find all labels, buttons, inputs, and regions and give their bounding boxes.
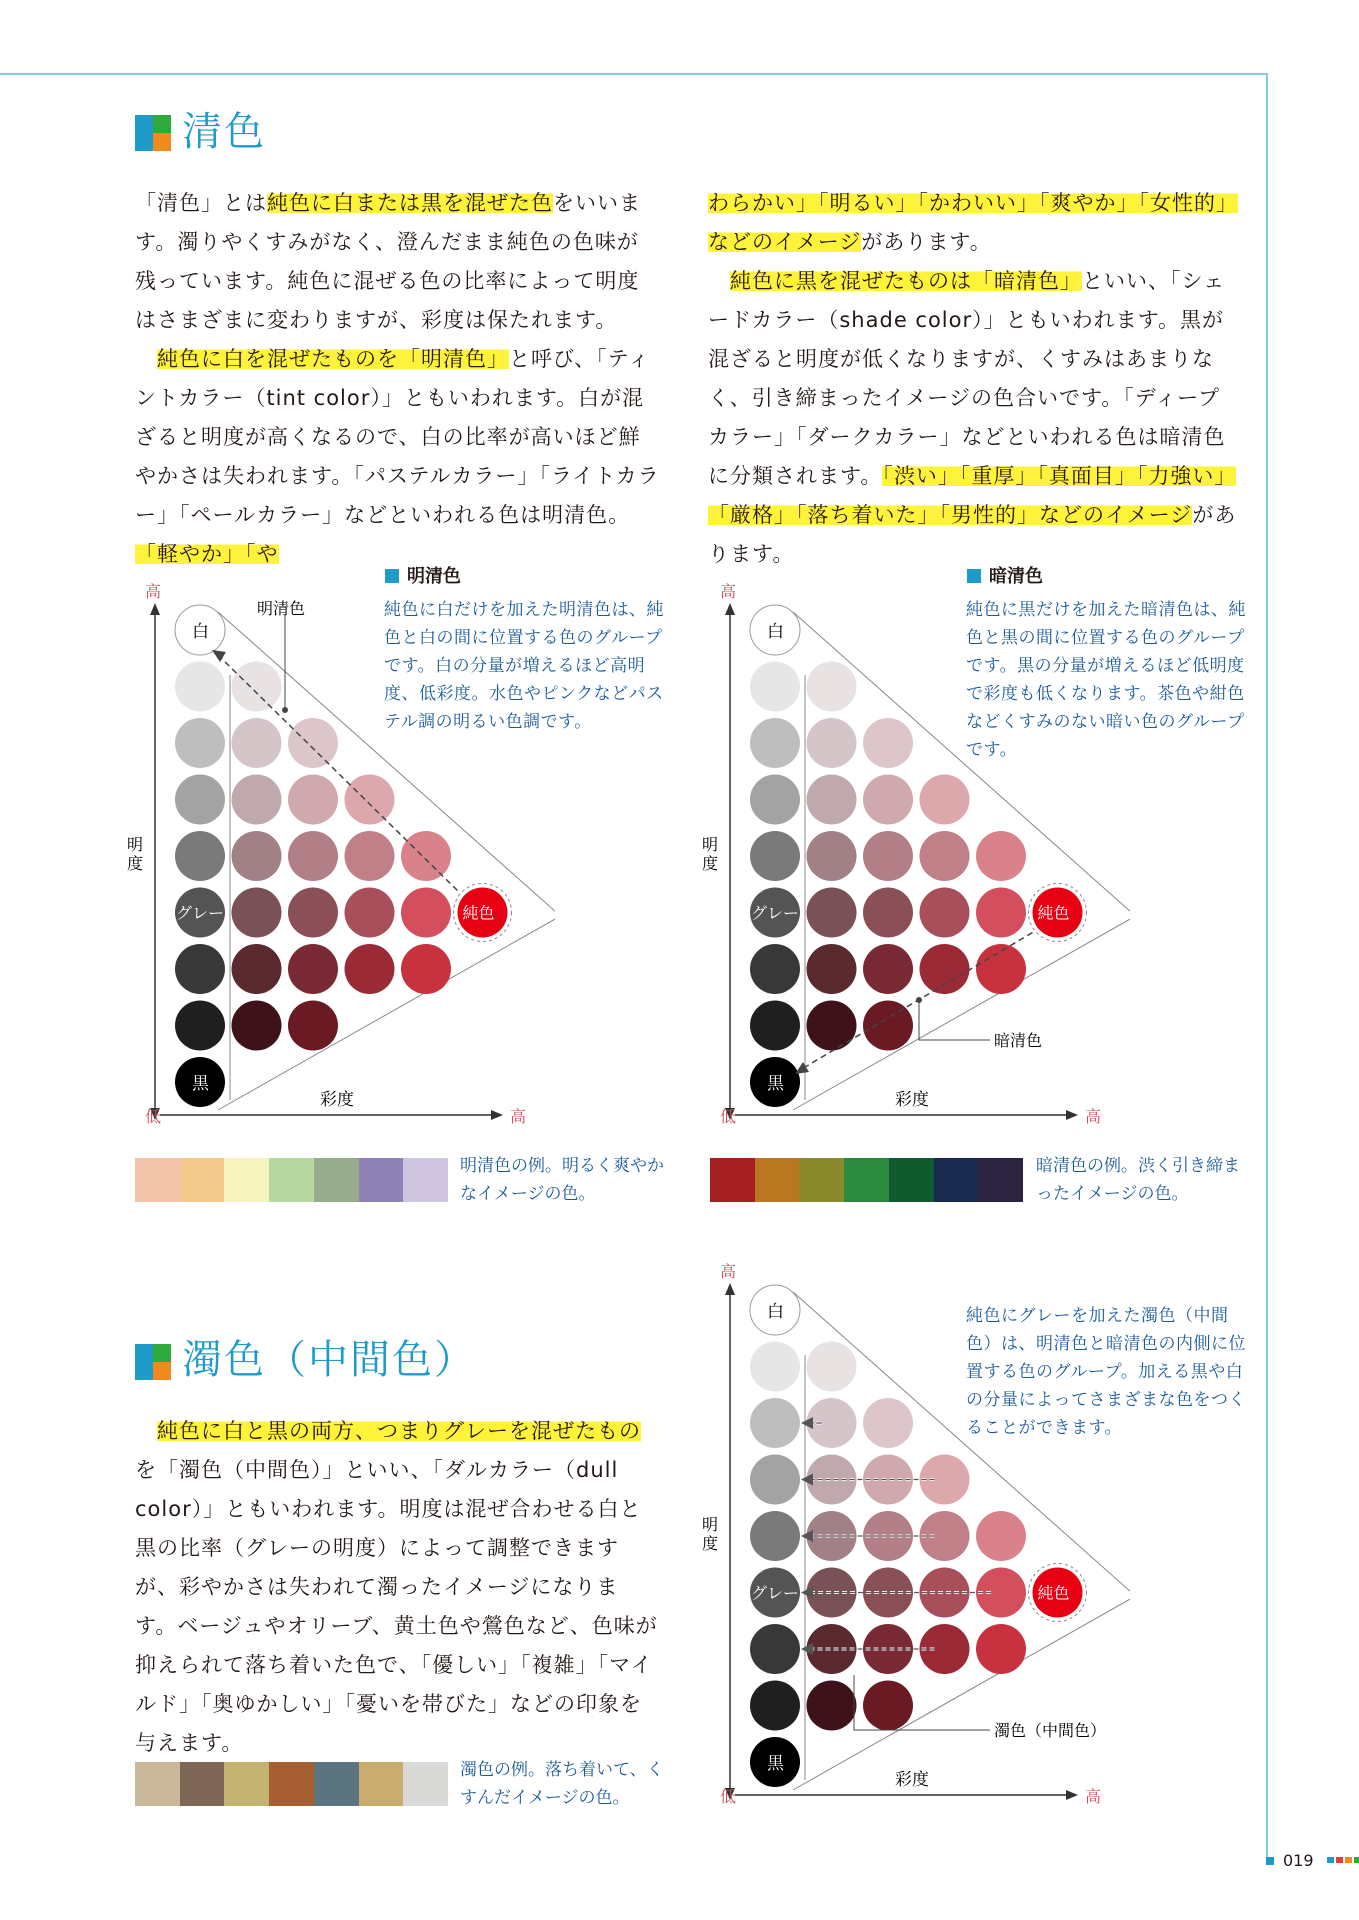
y-axis-arrow: [725, 1283, 735, 1295]
dakushoku-caption: 純色にグレーを加えた濁色（中間色）は、明清色と暗清色の内側に位置する色のグループ。加える黒や白の分量によってさまざまな色をつくることができます。: [966, 1306, 1246, 1438]
color-circle: [976, 1511, 1026, 1561]
color-circle: [863, 775, 913, 825]
color-circle: [807, 662, 857, 712]
color-circle: [976, 1624, 1026, 1674]
axis-high-label: 高: [510, 1107, 527, 1126]
dakushoku-swatch-row: [135, 1762, 448, 1806]
color-circle: [807, 775, 857, 825]
anseishoku-swatch-caption: 暗清色の例。渋く引き締まったイメージの色。: [1036, 1156, 1240, 1204]
white-label: 白: [767, 622, 784, 642]
color-swatch: [359, 1762, 404, 1806]
heading-icon: [135, 115, 171, 151]
color-swatch: [180, 1158, 225, 1202]
color-circle: [807, 1681, 857, 1731]
color-circle: [863, 944, 913, 994]
gray-label: グレー: [176, 903, 225, 923]
body-text-dakushoku: [135, 1412, 660, 1763]
white-label: 白: [192, 622, 209, 642]
color-circle: [920, 1624, 970, 1674]
grayscale-circle: [750, 1342, 800, 1392]
white-label: 白: [767, 1302, 784, 1322]
color-swatch: [269, 1158, 314, 1202]
x-axis-arrow: [491, 1110, 503, 1120]
color-swatch: [180, 1762, 225, 1806]
color-circle: [345, 775, 395, 825]
color-circle: [920, 888, 970, 938]
page-frame-top: [0, 73, 1268, 75]
grayscale-circle: [175, 1001, 225, 1051]
axis-high-label: 高: [145, 582, 162, 601]
text-run: [708, 269, 730, 293]
color-circle: [920, 1455, 970, 1505]
anseishoku-swatch-row: [710, 1158, 1023, 1202]
color-circle: [920, 1511, 970, 1561]
color-circle: [345, 831, 395, 881]
paragraph: [708, 262, 1238, 574]
color-circle: [976, 831, 1026, 881]
color-circle: [401, 831, 451, 881]
meiseishoku-box-title: 明清色: [385, 562, 461, 588]
color-circle: [807, 888, 857, 938]
text-run: をいいます。濁りやくすみがなく、澄んだまま純色の色味が残っています。純色に混ぜる色の比率によって明度はさまざまに変わりますが、彩度は保たれます。: [135, 191, 641, 332]
gray-label: グレー: [751, 903, 800, 923]
highlighted-text: わらかい」「明るい」「かわいい」「爽やか」「女性的」などのイメージ: [708, 191, 1238, 254]
black-label: 黒: [767, 1754, 784, 1774]
brightness-label: 度: [702, 1534, 719, 1553]
brightness-label: 明: [127, 835, 144, 854]
color-swatch: [889, 1158, 934, 1202]
color-circle: [807, 1342, 857, 1392]
color-circle: [807, 1398, 857, 1448]
color-circle: [863, 1398, 913, 1448]
color-circle: [401, 944, 451, 994]
meiseishoku-swatch-row: [135, 1158, 448, 1202]
color-circle: [288, 888, 338, 938]
highlighted-text: 「渋い」「重厚」「真面目」「力強い」「厳格」「落ち着いた」「男性的」などのイメージ: [708, 464, 1237, 527]
color-swatch: [844, 1158, 889, 1202]
paragraph: [135, 1412, 660, 1763]
color-swatch: [799, 1158, 844, 1202]
meiseishoku-swatch-caption: 明清色の例。明るく爽やかなイメージの色。: [460, 1156, 664, 1204]
highlighted-text: 「軽やか」「や: [135, 542, 279, 566]
text-run: を「濁色（中間色）」といい、「ダルカラー（dull color）」ともいわれます。明度は混ぜ合わせる白と黒の比率（グレーの明度）によって調整できますが、彩やかさは失われて濁ったイメージになります。ベージュやオリーブ、黄土色や鶯色など、色味が抑えられて落ち着いた色で、「優しい」「複雑」「マイルド」「奥ゆかしい」「憂いを帯びた」などの印象を与えます。: [135, 1458, 658, 1755]
text-run: 「清色」とは: [135, 191, 267, 215]
color-circle: [232, 775, 282, 825]
grayscale-circle: [750, 1511, 800, 1561]
meiseishoku-caption: 純色に白だけを加えた明清色は、純色と白の間に位置する色のグループです。白の分量が増えるほど高明度、低彩度。水色やピンクなどパステル調の明るい色調です。: [384, 600, 664, 732]
x-axis-arrow: [1066, 1110, 1078, 1120]
color-circle: [288, 831, 338, 881]
axis-high-label: 高: [720, 1262, 737, 1281]
text-run: といい、「シェードカラー（shade color）」ともいわれます。黒が混ざると明度が低くなりますが、くすみはあまりなく、引き締まったイメージの色合いです。「ディープカラー」「ダークカラー」などといわれる色は暗清色に分類されます。: [708, 269, 1226, 488]
page-frame-right: [1266, 73, 1268, 1863]
color-circle: [863, 1681, 913, 1731]
y-axis-arrow: [150, 603, 160, 615]
section-title-seishoku: 清色: [182, 109, 266, 155]
color-circle: [976, 944, 1026, 994]
grayscale-circle: [750, 1624, 800, 1674]
axis-high-label: 高: [1085, 1787, 1102, 1806]
grayscale-circle: [175, 662, 225, 712]
anseishoku-pointer-label: 暗清色: [994, 1031, 1043, 1050]
page-number-marker: [1266, 1857, 1274, 1865]
color-circle: [232, 888, 282, 938]
grayscale-circle: [750, 831, 800, 881]
arrow-head: [795, 1062, 809, 1074]
color-swatch: [755, 1158, 800, 1202]
paragraph: [135, 184, 660, 340]
color-circle: [920, 775, 970, 825]
color-swatch: [403, 1158, 448, 1202]
pure-color-label: 純色: [1037, 903, 1070, 923]
grayscale-circle: [750, 718, 800, 768]
color-circle: [232, 718, 282, 768]
grayscale-circle: [750, 1001, 800, 1051]
color-circle: [807, 831, 857, 881]
color-circle: [807, 1001, 857, 1051]
color-circle: [288, 718, 338, 768]
color-circle: [807, 718, 857, 768]
axis-high-label: 高: [1085, 1107, 1102, 1126]
color-circle: [345, 944, 395, 994]
color-circle: [232, 831, 282, 881]
color-circle: [920, 831, 970, 881]
color-circle: [345, 888, 395, 938]
saturation-label: 彩度: [895, 1090, 929, 1110]
paragraph: [708, 184, 1238, 262]
color-swatch: [403, 1762, 448, 1806]
grayscale-circle: [750, 1455, 800, 1505]
text-run: [135, 1419, 157, 1443]
color-swatch: [359, 1158, 404, 1202]
grayscale-circle: [175, 718, 225, 768]
grayscale-circle: [750, 1681, 800, 1731]
text-run: があります。: [861, 230, 992, 254]
color-circle: [920, 944, 970, 994]
color-circle: [863, 888, 913, 938]
paragraph: [135, 340, 660, 574]
highlighted-text: 純色に白を混ぜたものを「明清色」: [157, 347, 509, 371]
gray-label: グレー: [751, 1583, 800, 1603]
pure-color-label: 純色: [462, 903, 495, 923]
text-run: [135, 347, 157, 371]
grayscale-circle: [750, 944, 800, 994]
brightness-label: 明: [702, 835, 719, 854]
anseishoku-box-title: 暗清色: [967, 562, 1043, 588]
body-text-seishoku-left: [135, 184, 660, 574]
pointer-line: [919, 1000, 990, 1040]
brightness-label: 度: [127, 854, 144, 873]
color-swatch: [135, 1762, 180, 1806]
color-circle: [232, 944, 282, 994]
grayscale-circle: [750, 1398, 800, 1448]
highlighted-text: 純色に黒を混ぜたものは「暗清色」: [730, 269, 1082, 293]
color-circle: [288, 775, 338, 825]
anseishoku-caption: 純色に黒だけを加えた暗清色は、純色と黒の間に位置する色のグループです。黒の分量が増えるほど低明度で彩度も低くなります。茶色や紺色などくすみのない暗い色のグループです。: [966, 600, 1246, 760]
color-swatch: [135, 1158, 180, 1202]
highlighted-text: 純色に白または黒を混ぜた色: [267, 191, 553, 215]
brightness-label: 明: [702, 1515, 719, 1534]
text-run: と呼び、「ティントカラー（tint color）」ともいわれます。白が混ざると明度が高くなるので、白の比率が高いほど鮮やかさは失われます。「パステルカラー」「ライトカラー」「ペールカラー」などといわれる色は明清色。: [135, 347, 660, 527]
grayscale-circle: [175, 831, 225, 881]
color-circle: [401, 888, 451, 938]
black-label: 黒: [192, 1074, 209, 1094]
page-number: 019: [1283, 1851, 1314, 1870]
saturation-label: 彩度: [320, 1090, 354, 1110]
color-circle: [976, 1568, 1026, 1618]
pure-color-label: 純色: [1037, 1583, 1070, 1603]
color-swatch: [224, 1762, 269, 1806]
color-circle: [288, 1001, 338, 1051]
axis-high-label: 高: [720, 582, 737, 601]
color-swatch: [314, 1762, 359, 1806]
section-title-dakushoku: 濁色（中間色）: [182, 1337, 476, 1383]
color-circle: [232, 662, 282, 712]
color-swatch: [314, 1158, 359, 1202]
grayscale-circle: [175, 944, 225, 994]
color-circle: [288, 944, 338, 994]
color-swatch: [978, 1158, 1023, 1202]
dakushoku-pointer-label: 濁色（中間色）: [994, 1721, 1107, 1740]
grayscale-circle: [750, 662, 800, 712]
saturation-label: 彩度: [895, 1770, 929, 1790]
arrow-head: [212, 650, 226, 662]
color-circle: [976, 888, 1026, 938]
axis-low-label: 低: [720, 1787, 737, 1806]
color-swatch: [269, 1762, 314, 1806]
y-axis-arrow: [725, 603, 735, 615]
highlighted-text: 純色に白と黒の両方、つまりグレーを混ぜたもの: [157, 1419, 641, 1443]
meiseishoku-pointer-label: 明清色: [257, 599, 306, 618]
color-swatch: [710, 1158, 755, 1202]
color-swatch: [224, 1158, 269, 1202]
x-axis-arrow: [1066, 1790, 1078, 1800]
black-label: 黒: [767, 1074, 784, 1094]
color-circle: [863, 831, 913, 881]
axis-low-label: 低: [145, 1107, 162, 1126]
color-bars-decoration: [1327, 1857, 1359, 1863]
body-text-seishoku-right: [708, 184, 1238, 574]
color-circle: [232, 1001, 282, 1051]
color-circle: [863, 718, 913, 768]
grayscale-circle: [175, 775, 225, 825]
brightness-label: 度: [702, 854, 719, 873]
text-run: があります。: [708, 503, 1237, 566]
color-circle: [807, 944, 857, 994]
color-circle: [863, 1001, 913, 1051]
heading-icon: [135, 1344, 171, 1380]
grayscale-circle: [750, 775, 800, 825]
axis-low-label: 低: [720, 1107, 737, 1126]
color-swatch: [934, 1158, 979, 1202]
dakushoku-swatch-caption: 濁色の例。落ち着いて、くすんだイメージの色。: [460, 1760, 664, 1808]
